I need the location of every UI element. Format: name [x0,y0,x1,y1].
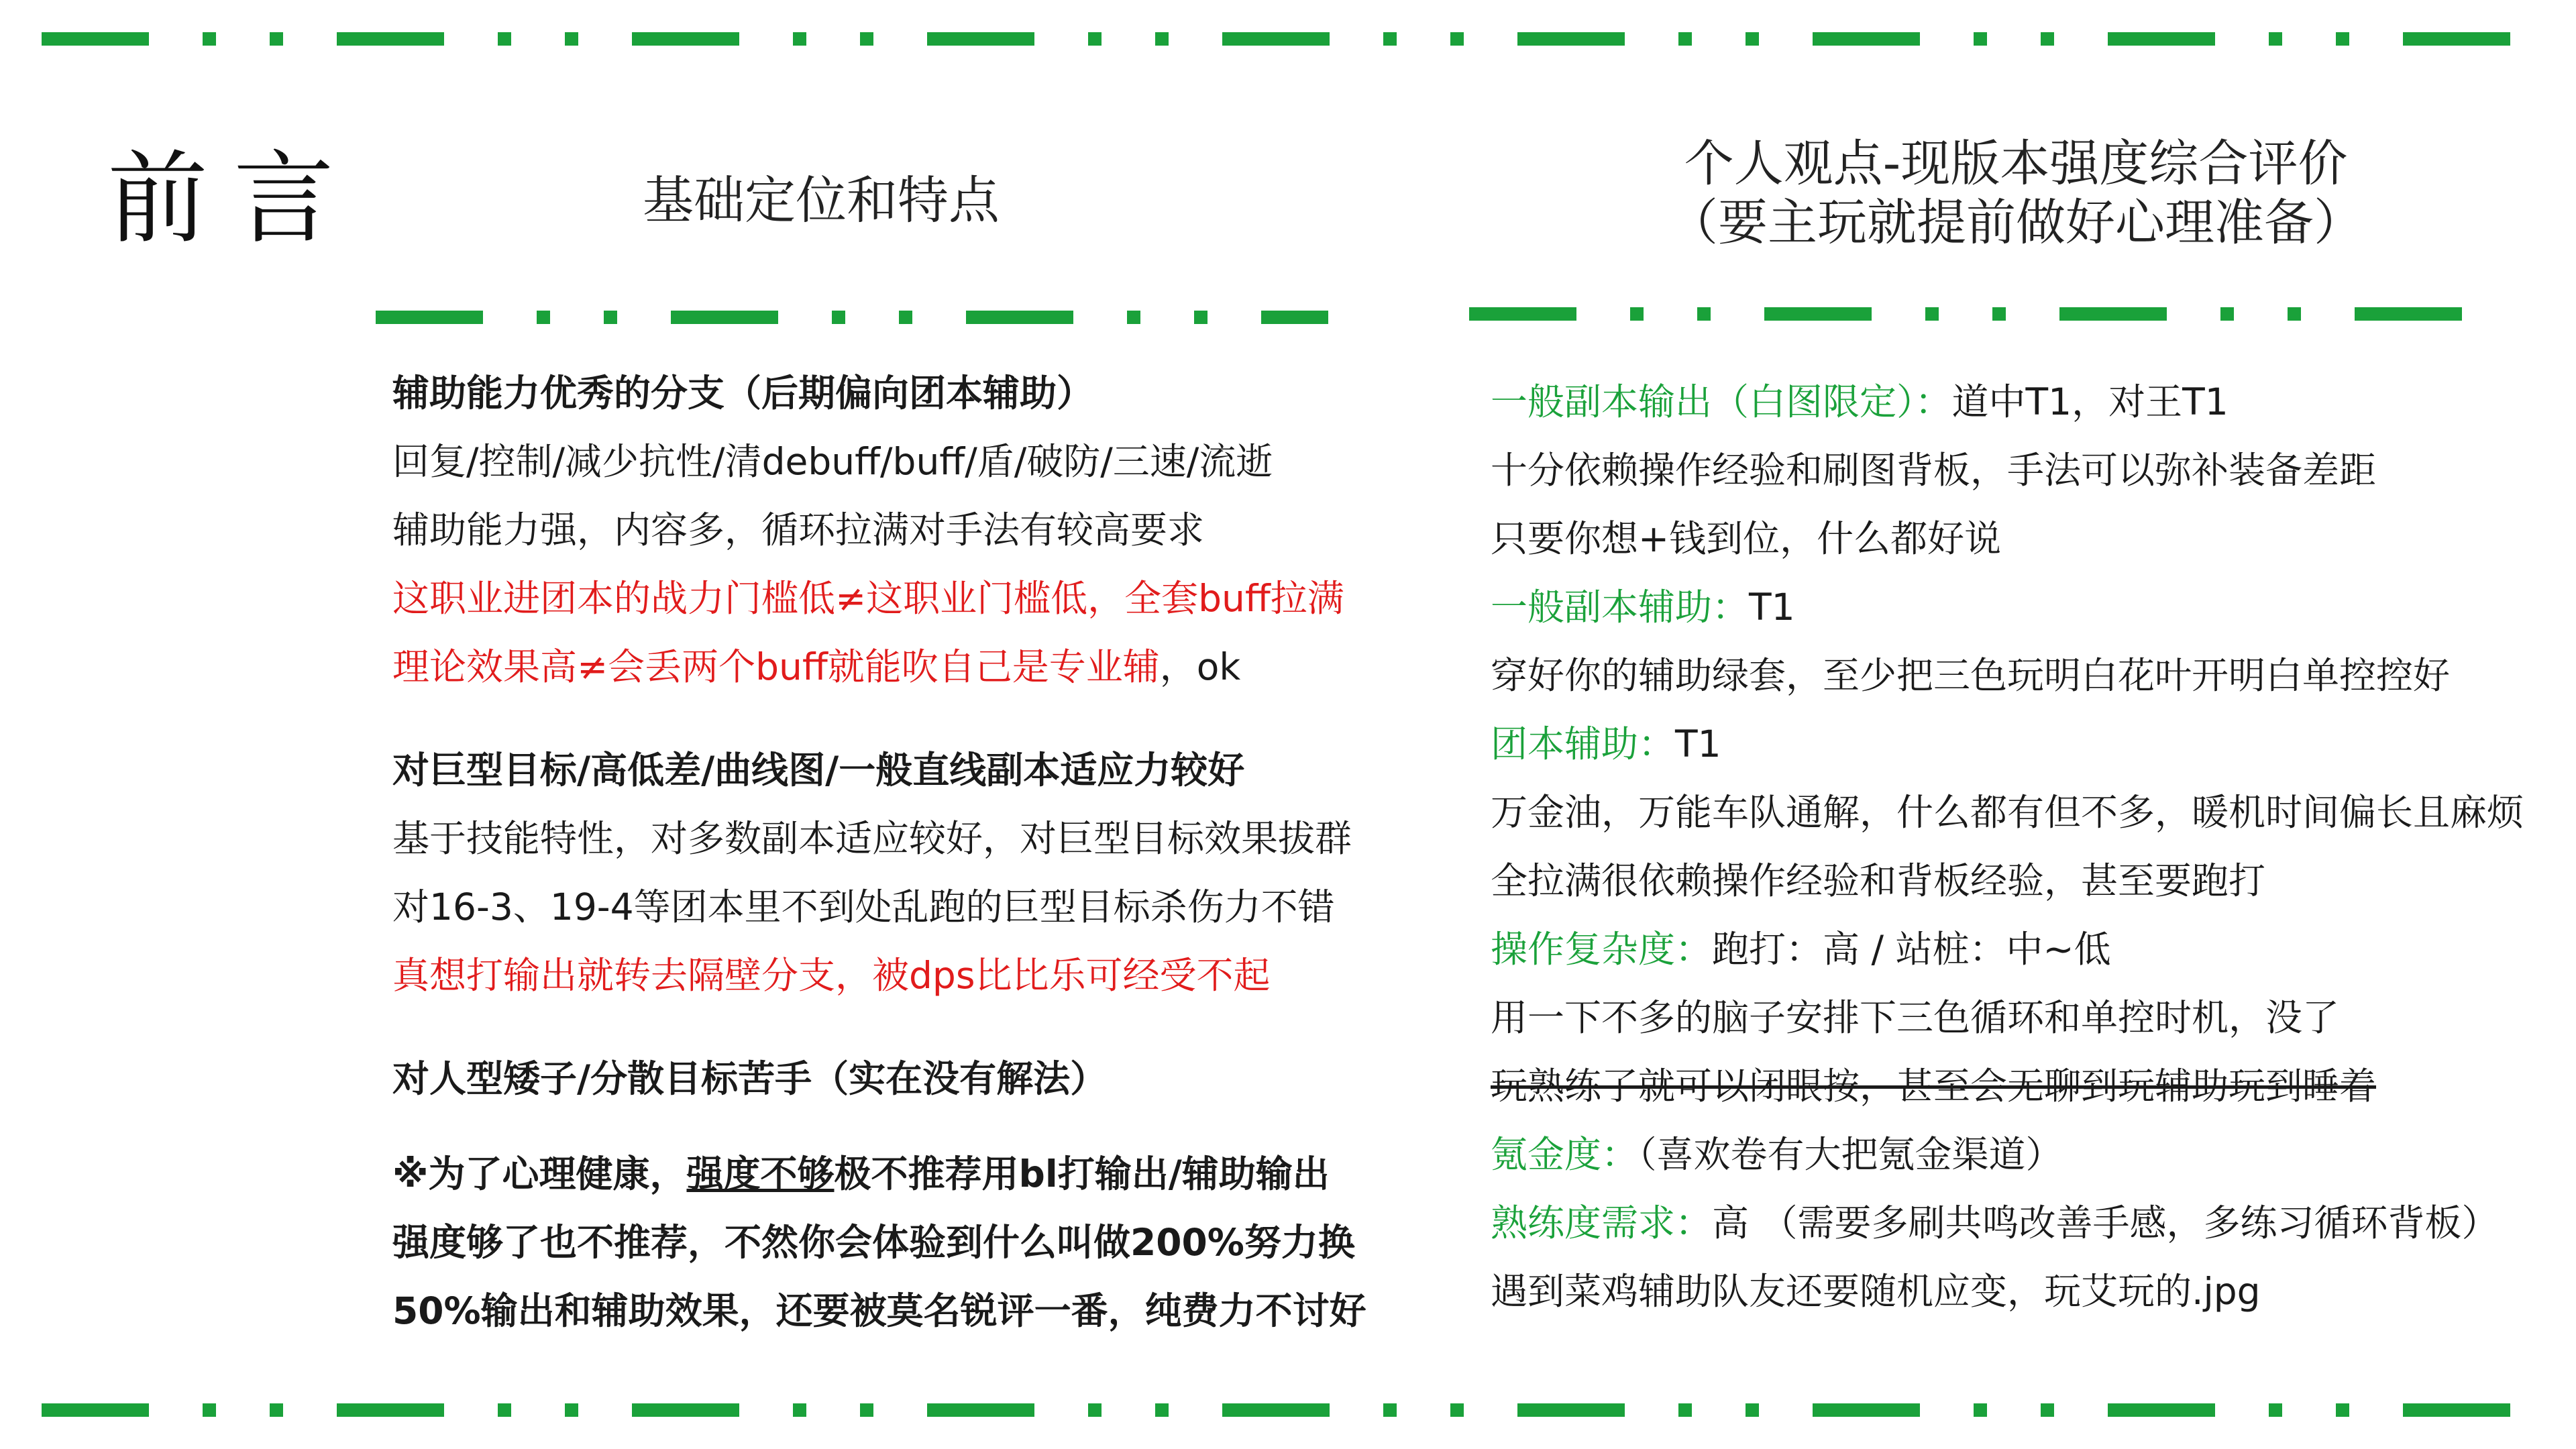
block2-line1: 基于技能特性，对多数副本适应较好，对巨型目标效果拔群 [392,817,1352,860]
block4-line1 [392,1140,1412,1208]
block4-line1-pre: ※为了心理健康， [392,1152,687,1195]
block3-title: 对人型矮子/分散目标苦手（实在没有解法） [392,1057,1108,1100]
rating-note: 只要你想+钱到位，什么都好说 [1491,517,2002,560]
rating-row-proficiency [1491,1189,2564,1257]
block2-line2: 对16-3、19-4等团本里不到处乱跑的巨型目标杀伤力不错 [392,885,1335,928]
block4-line2: 强度够了也不推荐，不然你会体验到什么叫做200%努力换 [392,1221,1355,1264]
rating-value: 跑打：高 / 站桩：中~低 [1712,928,2111,971]
bottom-dashed-rule [42,1403,2524,1417]
top-dashed-rule [42,32,2524,46]
left-dashed-rule [376,311,1328,324]
rating-label: 熟练度需求： [1491,1201,1713,1244]
rating-note: 十分依赖操作经验和刷图背板，手法可以弥补装备差距 [1491,449,2377,492]
block-note [392,1140,1412,1345]
rating-label: 一般副本输出（白图限定）： [1491,380,1952,423]
block1-warning2-line [392,633,1412,701]
block-adaptability [392,736,1412,1010]
rating-label: 氪金度： [1491,1133,1639,1176]
right-heading-line1: 个人观点-现版本强度综合评价 [1684,135,2348,193]
rating-note: 遇到菜鸡辅助队友还要随机应变，玩艾玩的.jpg [1491,1270,2261,1313]
rating-note-strikethrough: 玩熟练了就可以闭眼按，甚至会无聊到玩辅助玩到睡着 [1491,1065,2377,1108]
rating-row-spending [1491,1120,2564,1189]
rating-row-dungeon-support [1491,573,2564,641]
block4-line3: 50%输出和辅助效果，还要被莫名锐评一番，纯费力不讨好 [392,1289,1366,1332]
right-heading-line2: （要主玩就提前做好心理准备） [1668,194,2363,252]
block2-title: 对巨型目标/高低差/曲线图/一般直线副本适应力较好 [392,749,1245,792]
block4-line1-post: 极不推荐用bl打输出/辅助输出 [834,1152,1330,1195]
rating-value: T1 [1749,586,1795,629]
rating-label: 操作复杂度： [1491,928,1713,971]
block1-title: 辅助能力优秀的分支（后期偏向团本辅助） [392,372,1094,415]
rating-value: T1 [1675,722,1721,765]
left-column [392,359,1412,1345]
block-support-ability [392,359,1412,701]
rating-row-dungeon-dps [1491,368,2564,436]
right-section-heading [1637,134,2395,252]
rating-note: 全拉满很依赖操作经验和背板经验，甚至要跑打 [1491,859,2266,902]
block-weakness [392,1044,1412,1113]
block2-warning: 真想打输出就转去隔壁分支，被dps比比乐可经受不起 [392,954,1271,997]
rating-value: 高 （需要多刷共鸣改善手感，多练习循环背板） [1712,1201,2499,1244]
block4-line1-underlined: 强度不够 [686,1152,835,1195]
rating-note: 万金油，万能车队通解，什么都有但不多，暖机时间偏长且麻烦 [1491,791,2524,834]
block1-warning2: 理论效果高≠会丢两个buff就能吹自己是专业辅 [392,645,1160,688]
block1-warning2-tail: ，ok [1159,645,1241,688]
rating-label: 一般副本辅助： [1491,586,1750,629]
rating-note: 穿好你的辅助绿套，至少把三色玩明白花叶开明白单控控好 [1491,654,2451,697]
rating-label: 团本辅助： [1491,722,1676,765]
page-title: 前言 [107,141,360,258]
left-section-heading: 基础定位和特点 [643,170,1000,230]
rating-row-complexity [1491,915,2564,983]
rating-row-raid-support [1491,710,2564,778]
rating-value: （喜欢卷有大把氪金渠道） [1638,1133,2063,1176]
right-column [1491,368,2564,1326]
rating-note: 用一下不多的脑子安排下三色循环和单控时机，没了 [1491,996,2340,1039]
block1-line2: 辅助能力强，内容多，循环拉满对手法有较高要求 [392,508,1205,551]
right-dashed-rule [1469,307,2496,321]
block1-warning1: 这职业进团本的战力门槛低≠这职业门槛低，全套buff拉满 [392,577,1344,620]
rating-value: 道中T1，对王T1 [1951,380,2229,423]
block1-line1: 回复/控制/减少抗性/清debuff/buff/盾/破防/三速/流逝 [392,440,1273,483]
